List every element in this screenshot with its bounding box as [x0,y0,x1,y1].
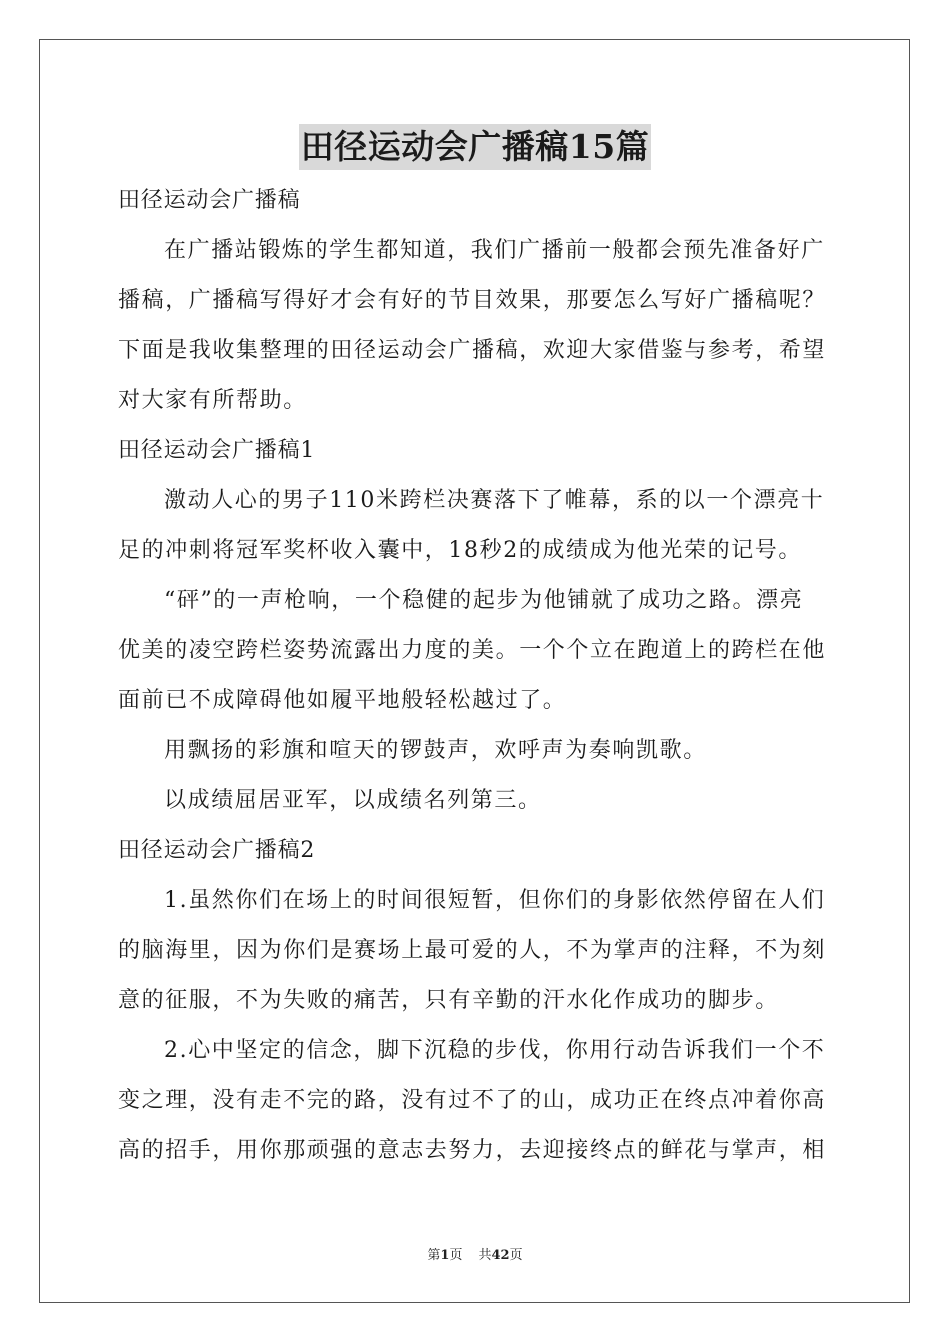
section2-p2-line-3: 高的招手，用你那顽强的意志去努力，去迎接终点的鲜花与掌声，相 [118,1138,827,1163]
section1-p2-line-3: 面前已不成障碍他如履平地般轻松越过了。 [118,688,567,713]
title-area [0,124,950,170]
page-footer [0,1246,950,1266]
section1-heading: 田径运动会广播稿1 [118,438,316,463]
intro-line-1: 在广播站锻炼的学生都知道，我们广播前一般都会预先准备好广 [164,238,825,263]
section2-heading: 田径运动会广播稿2 [118,838,316,863]
section1-p2-line-1: “砰”的一声枪响，一个稳健的起步为他铺就了成功之路。漂亮 [164,588,804,613]
page-suffix: 页 [449,1248,463,1263]
intro-heading: 田径运动会广播稿 [118,188,301,213]
section2-p1-line-1: 1.虽然你们在场上的时间很短暂，但你们的身影依然停留在人们 [164,888,826,913]
page-prefix: 第 [427,1248,441,1263]
section2-p2-line-2: 变之理，没有走不完的路，没有过不了的山，成功正在终点冲着你高 [118,1088,827,1113]
intro-line-3: 下面是我收集整理的田径运动会广播稿，欢迎大家借鉴与参考，希望 [118,338,827,363]
section1-p4: 以成绩屈居亚军，以成绩名列第三。 [164,788,542,813]
total-suffix: 页 [509,1248,523,1263]
section1-p1-line-2: 足的冲刺将冠军奖杯收入囊中，18秒2的成绩成为他光荣的记号。 [118,538,802,563]
section2-p1-line-2: 的脑海里，因为你们是赛场上最可爱的人，不为掌声的注释，不为刻 [118,938,827,963]
section1-p1-line-1: 激动人心的男子110米跨栏决赛落下了帷幕，系的以一个漂亮十 [164,488,825,513]
page-current: 1 [440,1248,450,1263]
section2-p2-line-1: 2.心中坚定的信念，脚下沉稳的步伐，你用行动告诉我们一个不 [164,1038,826,1063]
section1-p3: 用飘扬的彩旗和喧天的锣鼓声，欢呼声为奏响凯歌。 [164,738,707,763]
intro-line-4: 对大家有所帮助。 [118,388,307,413]
document-title: 田径运动会广播稿15篇 [299,124,651,170]
section1-p2-line-2: 优美的凌空跨栏姿势流露出力度的美。一个个立在跑道上的跨栏在他 [118,638,827,663]
section2-p1-line-3: 意的征服，不为失败的痛苦，只有辛勤的汗水化作成功的脚步。 [118,988,779,1013]
document-body [118,176,834,1176]
total-prefix: 共 [478,1248,492,1263]
page-total: 42 [491,1248,510,1263]
intro-line-2: 播稿，广播稿写得好才会有好的节目效果，那要怎么写好广播稿呢？ [118,288,827,313]
